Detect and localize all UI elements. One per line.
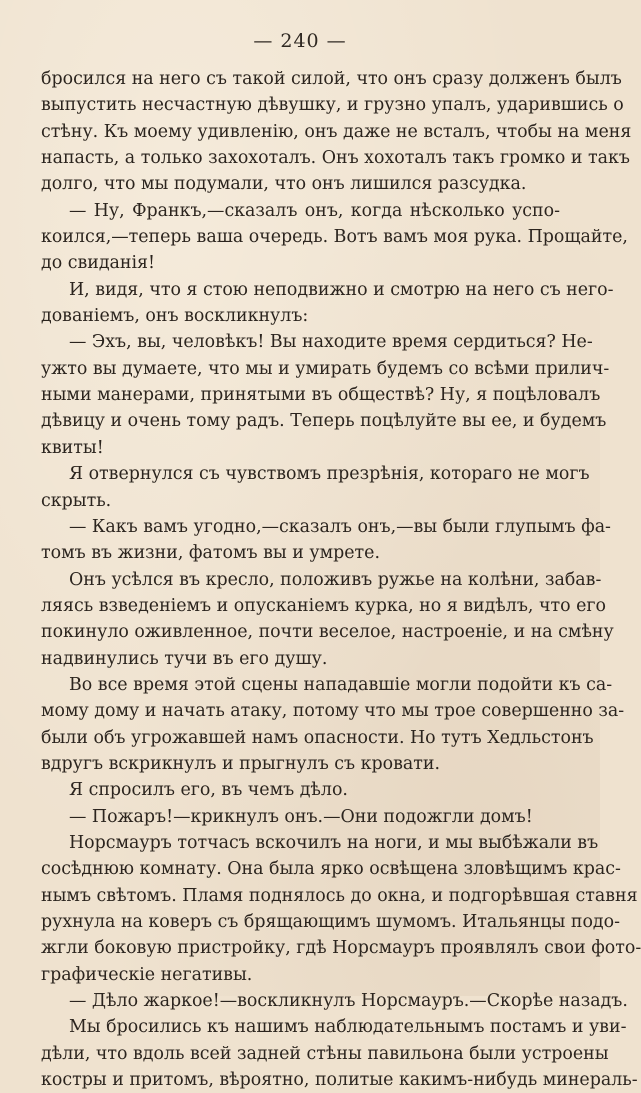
text-line: — Пожаръ!—крикнулъ онъ.—Они подожгли домъ! (69, 806, 533, 827)
text-line: надвинулись тучи въ его душу. (41, 648, 328, 669)
page-number: — 240 — (253, 30, 347, 52)
text-line: графическіе негативы. (41, 964, 253, 985)
text-line: ужто вы думаете, что мы и умирать будемъ со всѣми прилич- (41, 358, 610, 379)
text-line: квиты! (41, 437, 104, 458)
text-line: костры и притомъ, вѣроятно, политые какимъ-нибудь минераль- (41, 1070, 638, 1091)
text-line: Я отвернулся съ чувствомъ презрѣнія, котораго не могъ (69, 464, 590, 485)
text-line: нымъ свѣтомъ. Пламя поднялось до окна, и подгорѣвшая ставня (41, 885, 638, 906)
text-line: долго, что мы подумали, что онъ лишился разсудка. (41, 174, 527, 195)
text-line: дѣвицу и очень тому радъ. Теперь поцѣлуйте вы ее, и будемъ (41, 411, 607, 432)
text-line: мому дому и начать атаку, потому что мы трое совершенно за- (41, 701, 625, 722)
text-line: вдругъ вскрикнулъ и прыгнулъ съ кровати. (41, 753, 440, 774)
text-line: дѣли, что вдоль всей задней стѣны павильона были устроены (41, 1043, 609, 1064)
text-line: напасть, а только захохоталъ. Онъ хохоталъ такъ громко и такъ (41, 148, 630, 169)
text-line: скрыть. (41, 490, 112, 511)
text-line: И, видя, что я стою неподвижно и смотрю на него съ него- (69, 279, 614, 300)
text-line: — Какъ вамъ угодно,—сказалъ онъ,—вы были глупымъ фа- (69, 516, 611, 537)
text-line: — Дѣло жаркое!—воскликнулъ Норсмауръ.—Скорѣе назадъ. (69, 991, 628, 1012)
text-line: рухнула на коверъ съ брящающимъ шумомъ. Итальянцы подо- (41, 912, 620, 932)
text-line: дованіемъ, онъ воскликнулъ: (41, 306, 309, 327)
text-line: ными манерами, принятыми въ обществѣ? Ну, я поцѣловалъ (41, 385, 601, 406)
text-line: стѣну. Къ моему удивленію, онъ даже не всталъ, чтобы на меня (41, 121, 632, 142)
text-line: ляясь взведеніемъ и опусканіемъ курка, но я видѣлъ, что его (41, 595, 606, 616)
text-line: Норсмауръ тотчасъ вскочилъ на ноги, и мы выбѣжали въ (69, 832, 599, 853)
text-line: томъ въ жизни, фатомъ вы и умрете. (41, 543, 380, 564)
text-line: выпустить несчастную дѣвушку, и грузно упалъ, ударившись о (41, 95, 624, 116)
text-line: до свиданія! (41, 253, 156, 274)
text-line: — Ну, Франкъ,—сказалъ онъ, когда нѣсколько успо- (69, 200, 560, 221)
text-line: покинуло оживленное, почти веселое, настроеніе, и на смѣну (41, 622, 614, 643)
text-line: Мы бросились къ нашимъ наблюдательнымъ постамъ и уви- (69, 1017, 627, 1038)
text-line: коился,—теперь ваша очередь. Вотъ вамъ моя рука. Прощайте, (41, 227, 628, 248)
text-line: Я спросилъ его, въ чемъ дѣло. (69, 780, 348, 801)
body-text (41, 66, 641, 1093)
text-line: были объ угрожавшей намъ опасности. Но тутъ Хедльстонъ (41, 727, 594, 748)
text-line: бросился на него съ такой силой, что онъ сразу долженъ былъ (41, 69, 622, 89)
text-line: сосѣднюю комнату. Она была ярко освѣщена зловѣщимъ крас- (41, 859, 621, 880)
text-line: Онъ усѣлся въ кресло, положивъ ружье на колѣни, забав- (69, 569, 602, 590)
text-line: жгли боковую пристройку, гдѣ Норсмауръ проявлялъ свои фото- (41, 938, 641, 959)
text-line: Во все время этой сцены нападавшіе могли подойти къ са- (69, 674, 613, 695)
text-line: — Эхъ, вы, человѣкъ! Вы находите время сердиться? Не- (69, 332, 593, 353)
